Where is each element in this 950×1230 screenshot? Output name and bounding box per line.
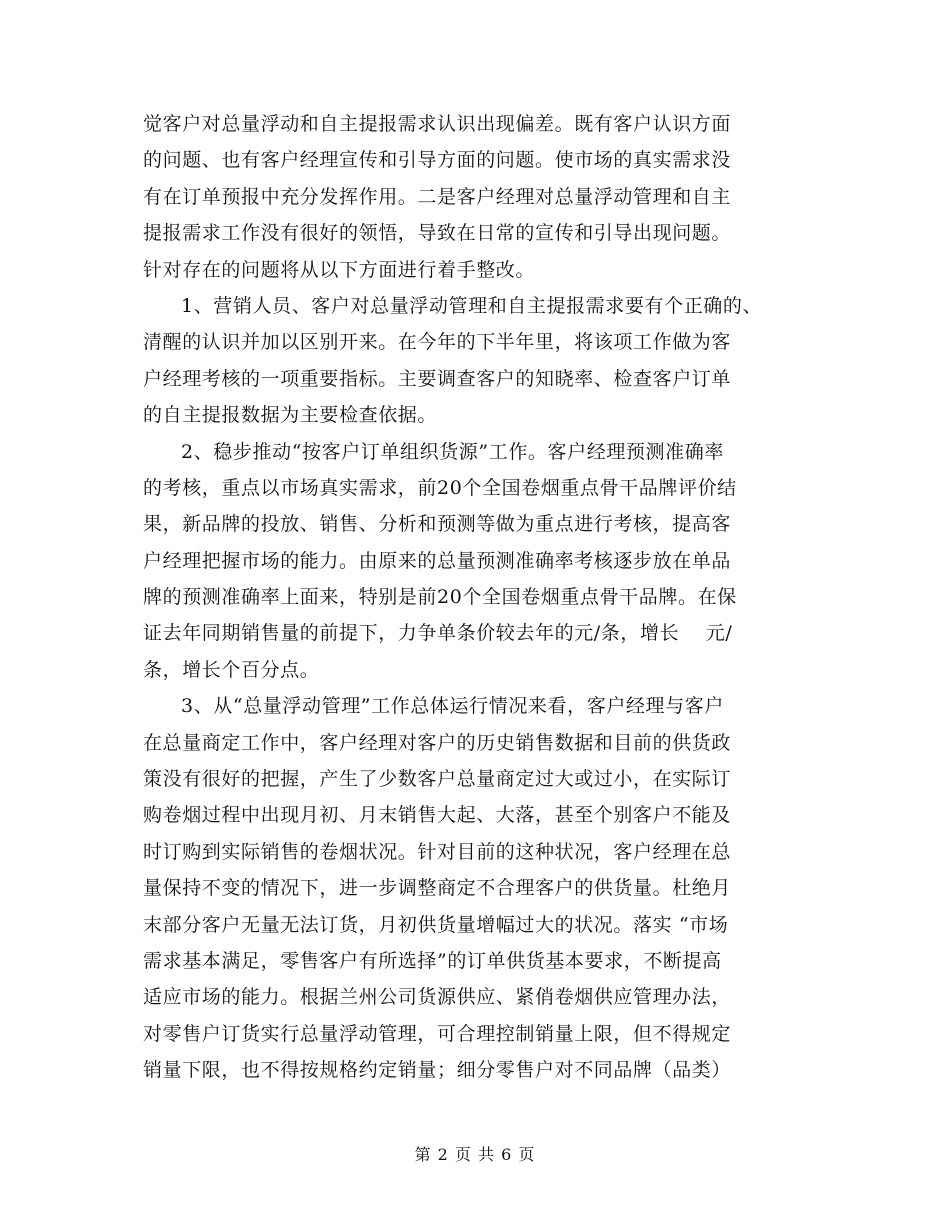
text-line: 末部分客户无量无法订货，月初供货量增幅过大的状况。落实 “市场 xyxy=(143,913,729,936)
text-line: 购卷烟过程中出现月初、月末销售大起、大落，甚至个别客户不能及 xyxy=(143,804,732,827)
text-line: 证去年同期销售量的前提下，力争单条价较去年的元/条，增长 元/ xyxy=(143,622,733,645)
text-line: 在总量商定工作中，客户经理对客户的历史销售数据和目前的供货政 xyxy=(143,731,732,754)
text-line: 对零售户订货实行总量浮动管理，可合理控制销量上限，但不得规定 xyxy=(143,1022,732,1045)
paragraph-1 xyxy=(143,106,828,288)
text-line: 提报需求工作没有很好的领悟，导致在日常的宣传和引导出现问题。 xyxy=(143,222,732,245)
text-line: 果，新品牌的投放、销售、分析和预测等做为重点进行考核，提高客 xyxy=(143,513,732,536)
text-line: 2、稳步推动“按客户订单组织货源”工作。客户经理预测准确率 xyxy=(181,440,724,463)
text-line: 时订购到实际销售的卷烟状况。针对目前的这种状况，客户经理在总 xyxy=(143,840,732,863)
text-line: 策没有很好的把握，产生了少数客户总量商定过大或过小，在实际订 xyxy=(143,768,732,791)
text-line: 需求基本满足，零售客户有所选择”的订单供货基本要求，不断提高 xyxy=(143,949,722,972)
text-line: 适应市场的能力。根据兰州公司货源供应、紧俏卷烟供应管理办法， xyxy=(143,986,732,1009)
text-line: 销量下限，也不得按规格约定销量；细分零售户对不同品牌（品类） xyxy=(143,1059,732,1082)
text-line: 牌的预测准确率上面来，特别是前20个全国卷烟重点骨干品牌。在保 xyxy=(143,586,737,609)
paragraph-2 xyxy=(143,288,828,434)
text-line: 户经理把握市场的能力。由原来的总量预测准确率考核逐步放在单品 xyxy=(143,549,732,572)
text-line: 针对存在的问题将从以下方面进行着手整改。 xyxy=(143,258,536,281)
text-line: 清醒的认识并加以区别开来。在今年的下半年里，将该项工作做为客 xyxy=(143,331,732,354)
text-line: 有在订单预报中充分发挥作用。二是客户经理对总量浮动管理和自主 xyxy=(143,185,732,208)
paragraph-3 xyxy=(143,434,828,689)
text-line: 觉客户对总量浮动和自主提报需求认识出现偏差。既有客户认识方面 xyxy=(143,113,732,135)
text-line: 3、从“总量浮动管理”工作总体运行情况来看，客户经理与客户 xyxy=(181,695,724,718)
page-number-footer: 第 2 页 共 6 页 xyxy=(414,1145,536,1164)
text-line: 条，增长个百分点。 xyxy=(143,658,320,681)
text-line: 户经理考核的一项重要指标。主要调查客户的知晓率、检查客户订单 xyxy=(143,367,732,390)
text-line: 的自主提报数据为主要检查依据。 xyxy=(143,404,438,427)
text-line: 的考核，重点以市场真实需求，前20个全国卷烟重点骨干品牌评价结 xyxy=(143,476,737,499)
text-line: 1、营销人员、客户对总量浮动管理和自主提报需求要有个正确的、 xyxy=(181,294,763,317)
text-line: 的问题、也有客户经理宣传和引导方面的问题。使市场的真实需求没 xyxy=(143,149,732,172)
paragraph-4 xyxy=(143,688,828,1088)
document-body xyxy=(143,106,828,1089)
text-line: 量保持不变的情况下，进一步调整商定不合理客户的供货量。杜绝月 xyxy=(143,877,732,900)
